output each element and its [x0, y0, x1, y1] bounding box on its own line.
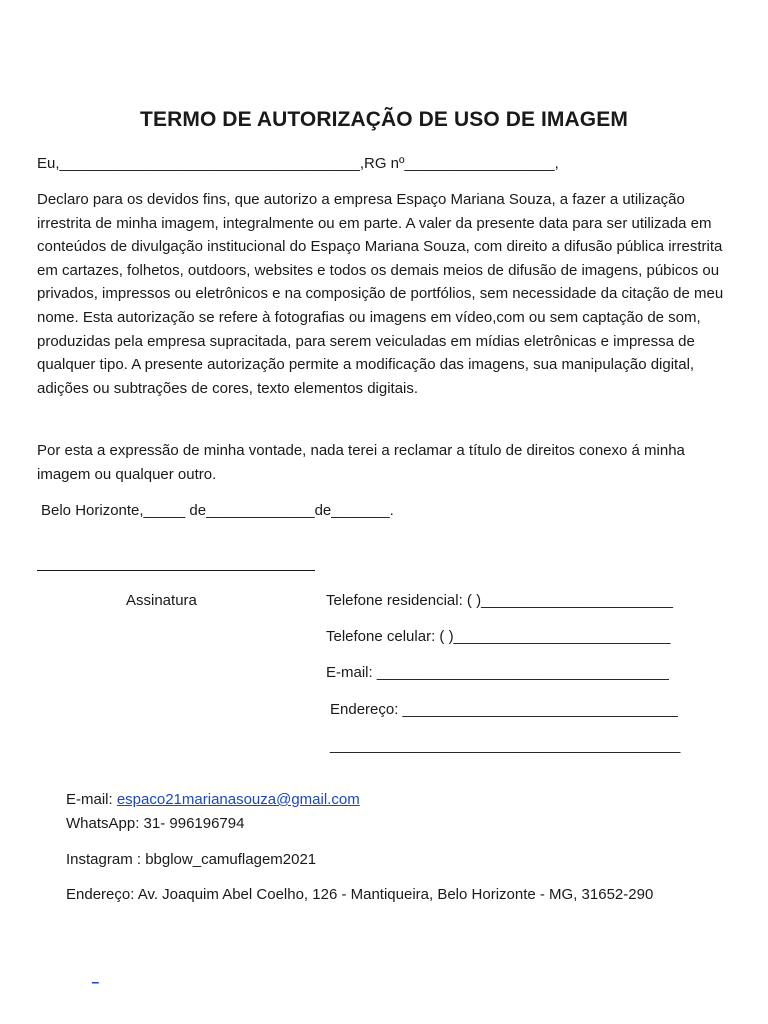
footer-email-link[interactable]: espaco21marianasouza@gmail.com	[116, 791, 360, 808]
address-extra-line: __________________________________________	[330, 737, 681, 754]
name-rg-line: Eu,____________________________________,RG nº__________________,	[37, 155, 559, 172]
date-line: Belo Horizonte,_____ de_____________de_______.	[41, 502, 394, 519]
footer-instagram: Instagram : bbglow_camuflagem2021	[66, 851, 317, 868]
signature-label: Assinatura	[126, 592, 197, 609]
footer-whatsapp: WhatsApp: 31- 996196794	[66, 815, 245, 832]
footer-email-label: E-mail:	[66, 791, 117, 808]
footer-address: Endereço: Av. Joaquim Abel Coelho, 126 - Mantiqueira, Belo Horizonte - MG, 31652-290	[66, 886, 654, 903]
footer-tiny-link[interactable]: _	[92, 970, 99, 984]
document-title: TERMO DE AUTORIZAÇÃO DE USO DE IMAGEM	[140, 108, 628, 131]
address-field: Endereço: _________________________________	[330, 701, 678, 718]
footer-email	[66, 791, 360, 808]
declaration-paragraph: Por esta a expressão de minha vontade, nada terei a reclamar a título de direitos conexo á minha imagem ou qualquer outro.	[37, 442, 685, 483]
signature-line	[37, 570, 315, 571]
authorization-paragraph: Declaro para os devidos fins, que autorizo a empresa Espaço Mariana Souza, a fazer a utilização irrestrita de minha imagem, integralmente ou em parte. A valer da presente data para ser utilizada em conteúdos de divulgação institucional do Espaço Mariana Souza, com direito a difusão pública irrestrita em cartazes, folhetos, outdoors, websites e todos os demais meios de difusão de imagens, púbicos ou privados, impressos ou eletrônicos e na composição de portfólios, sem necessidade da citação de meu nome. Esta autorização se refere à fotografias ou imagens em vídeo,com ou sem captação de som, produzidas pela empresa supracitada, para serem veiculadas em mídias eletrônicas e impressa de qualquer tipo. A presente autorização permite a modificação das imagens, sua manipulação digital, adições ou subtrações de cores, texto elementos digitais.	[37, 191, 724, 397]
email-field: E-mail: ___________________________________	[326, 664, 669, 681]
phone-home-field: Telefone residencial: ( )_______________________	[326, 592, 673, 609]
phone-cell-field: Telefone celular: ( )__________________________	[326, 628, 671, 645]
